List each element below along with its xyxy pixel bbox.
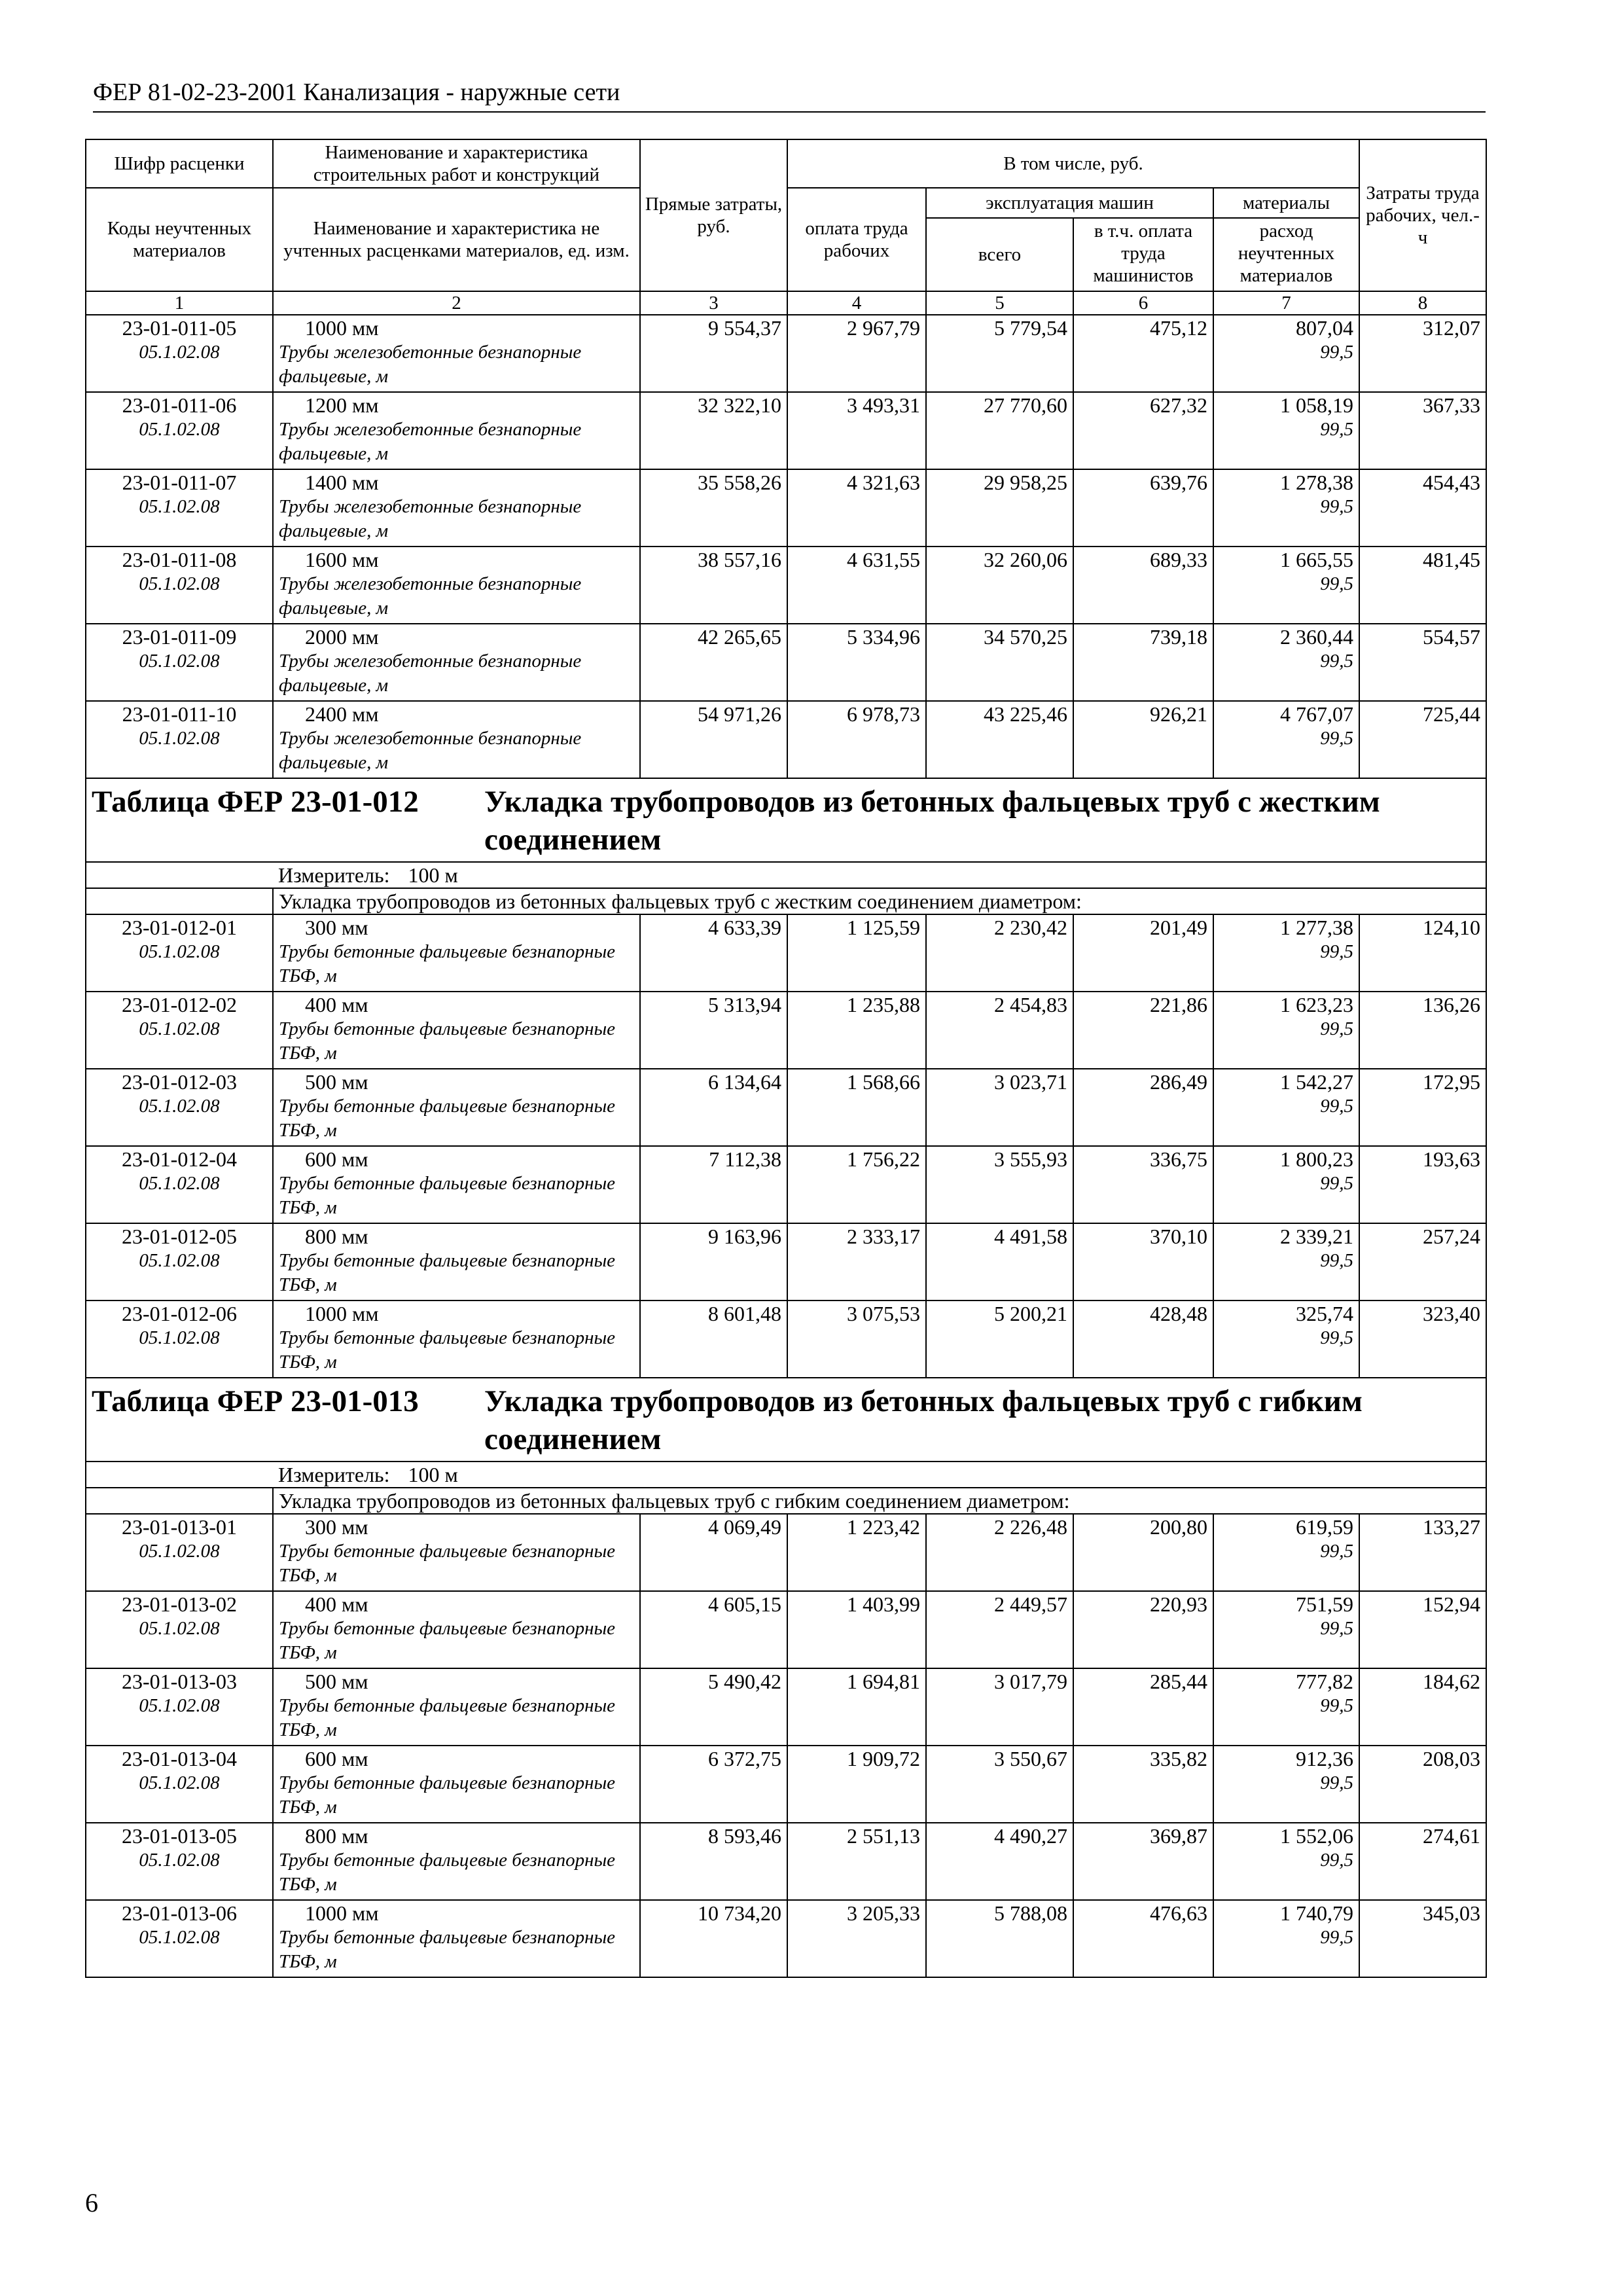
material-code: 05.1.02.08 [139,1618,220,1639]
material-code: 05.1.02.08 [139,1850,220,1871]
work-name: 2400 мм [305,702,379,726]
labor-cost: 193,63 [1359,1146,1486,1223]
material-code: 05.1.02.08 [139,1695,220,1716]
material-name: Трубы железобетонные безнапорные фальцевые, м [279,573,582,619]
material-consumption: 99,5 [1320,1772,1353,1793]
rate-code: 23-01-013-04 [122,1747,237,1770]
machinist-wages: 369,87 [1073,1823,1213,1900]
table-row [86,1223,1486,1300]
materials-cost: 1 058,19 [1280,393,1353,417]
work-name: 500 мм [305,1670,368,1693]
wages-cost: 1 568,66 [787,1069,926,1146]
col-number: 3 [640,291,787,315]
material-consumption: 99,5 [1320,419,1353,440]
material-consumption: 99,5 [1320,496,1353,517]
section-subtitle: Укладка трубопроводов из бетонных фальцевых труб с жестким соединением диаметром: [273,888,1486,914]
table-row [86,1300,1486,1378]
labor-cost: 312,07 [1359,315,1486,392]
wages-cost: 3 075,53 [787,1300,926,1378]
machines-total: 29 958,25 [926,469,1073,547]
materials-cost: 1 665,55 [1280,548,1353,571]
meter-value: 100 м [408,1463,458,1486]
col-mat-consumption-header: расход неучтенных материалов [1213,218,1359,291]
material-name: Трубы бетонные фальцевые безнапорные ТБФ, м [279,1927,615,1972]
labor-cost: 124,10 [1359,914,1486,992]
labor-cost: 481,45 [1359,547,1486,624]
table-row [86,315,1486,392]
materials-cost: 2 339,21 [1280,1225,1353,1248]
labor-cost: 184,62 [1359,1668,1486,1746]
work-name: 1000 мм [305,1302,379,1325]
material-name: Трубы бетонные фальцевые безнапорные ТБФ, м [279,1772,615,1818]
material-code: 05.1.02.08 [139,1327,220,1348]
col-number: 2 [273,291,640,315]
rate-code: 23-01-013-05 [122,1824,237,1848]
machines-total: 2 454,83 [926,992,1073,1069]
material-code: 05.1.02.08 [139,573,220,594]
machines-total: 43 225,46 [926,701,1073,778]
machinist-wages: 627,32 [1073,392,1213,469]
wages-cost: 1 694,81 [787,1668,926,1746]
table-code: Таблица ФЕР 23-01-013 [92,1384,419,1418]
wages-cost: 1 223,42 [787,1514,926,1591]
rate-code: 23-01-013-03 [122,1670,237,1693]
col-number: 6 [1073,291,1213,315]
material-consumption: 99,5 [1320,1327,1353,1348]
machinist-wages: 286,49 [1073,1069,1213,1146]
work-name: 1000 мм [305,1901,379,1925]
col-number: 4 [787,291,926,315]
direct-cost: 42 265,65 [640,624,787,701]
material-consumption: 99,5 [1320,1618,1353,1639]
machines-total: 2 226,48 [926,1514,1073,1591]
table-name: Укладка трубопроводов из бетонных фальцевых труб с гибким соединением [484,1384,1363,1456]
rate-code: 23-01-012-04 [122,1147,237,1171]
col-number: 1 [86,291,273,315]
materials-cost: 1 623,23 [1280,993,1353,1016]
direct-cost: 5 313,94 [640,992,787,1069]
meter-row [86,1462,1486,1488]
work-name: 1600 мм [305,548,379,571]
wages-cost: 1 756,22 [787,1146,926,1223]
materials-cost: 1 552,06 [1280,1824,1353,1848]
machines-total: 34 570,25 [926,624,1073,701]
machines-total: 32 260,06 [926,547,1073,624]
machines-total: 3 017,79 [926,1668,1073,1746]
wages-cost: 1 909,72 [787,1746,926,1823]
rate-code: 23-01-011-06 [122,393,237,417]
direct-cost: 10 734,20 [640,1900,787,1977]
material-name: Трубы железобетонные безнапорные фальцевые, м [279,419,582,464]
direct-cost: 4 633,39 [640,914,787,992]
machinist-wages: 370,10 [1073,1223,1213,1300]
material-code: 05.1.02.08 [139,728,220,749]
rate-code: 23-01-011-09 [122,625,237,649]
table-row [86,1668,1486,1746]
material-consumption: 99,5 [1320,573,1353,594]
wages-cost: 2 967,79 [787,315,926,392]
machines-total: 4 491,58 [926,1223,1073,1300]
rate-code: 23-01-012-03 [122,1070,237,1094]
rate-code: 23-01-011-07 [122,471,237,494]
material-name: Трубы бетонные фальцевые безнапорные ТБФ, м [279,941,615,986]
machinist-wages: 926,21 [1073,701,1213,778]
meter-value: 100 м [408,863,458,887]
machinist-wages: 689,33 [1073,547,1213,624]
machinist-wages: 335,82 [1073,1746,1213,1823]
work-name: 600 мм [305,1747,368,1770]
table-row [86,1900,1486,1977]
material-consumption: 99,5 [1320,1096,1353,1117]
material-name: Трубы бетонные фальцевые безнапорные ТБФ, м [279,1850,615,1895]
labor-cost: 554,57 [1359,624,1486,701]
subtitle-row [86,888,1486,914]
machines-total: 5 779,54 [926,315,1073,392]
table-row [86,1514,1486,1591]
material-name: Трубы бетонные фальцевые безнапорные ТБФ, м [279,1173,615,1218]
table-row [86,701,1486,778]
col-materials-header: материалы [1213,188,1359,218]
material-name: Трубы железобетонные безнапорные фальцевые, м [279,342,582,387]
col-number: 5 [926,291,1073,315]
machinist-wages: 336,75 [1073,1146,1213,1223]
rate-code: 23-01-011-10 [122,702,237,726]
material-name: Трубы бетонные фальцевые безнапорные ТБФ, м [279,1541,615,1586]
machinist-wages: 428,48 [1073,1300,1213,1378]
work-name: 500 мм [305,1070,368,1094]
col-unaccounted-names-header: Наименование и характеристика не учтенных расценками материалов, ед. изм. [273,188,640,291]
machines-total: 2 449,57 [926,1591,1073,1668]
material-consumption: 99,5 [1320,1927,1353,1948]
machinist-wages: 476,63 [1073,1900,1213,1977]
meter-row [86,862,1486,888]
wages-cost: 6 978,73 [787,701,926,778]
work-name: 600 мм [305,1147,368,1171]
direct-cost: 35 558,26 [640,469,787,547]
rate-code: 23-01-013-02 [122,1592,237,1616]
col-name-header: Наименование и характеристика строительных работ и конструкций [273,139,640,188]
material-code: 05.1.02.08 [139,1096,220,1117]
direct-cost: 38 557,16 [640,547,787,624]
direct-cost: 32 322,10 [640,392,787,469]
wages-cost: 1 125,59 [787,914,926,992]
col-incl-header: В том числе, руб. [787,139,1359,188]
machines-total: 5 200,21 [926,1300,1073,1378]
table-row [86,1746,1486,1823]
material-name: Трубы железобетонные безнапорные фальцевые, м [279,728,582,773]
material-code: 05.1.02.08 [139,419,220,440]
material-code: 05.1.02.08 [139,1250,220,1271]
table-body [86,315,1486,1977]
materials-cost: 4 767,07 [1280,702,1353,726]
materials-cost: 1 800,23 [1280,1147,1353,1171]
col-direct-header: Прямые затраты, руб. [640,139,787,291]
material-consumption: 99,5 [1320,1250,1353,1271]
material-consumption: 99,5 [1320,1695,1353,1716]
material-code: 05.1.02.08 [139,651,220,672]
material-name: Трубы бетонные фальцевые безнапорные ТБФ, м [279,1327,615,1372]
col-code-header: Шифр расценки [86,139,273,188]
material-name: Трубы железобетонные безнапорные фальцевые, м [279,651,582,696]
material-consumption: 99,5 [1320,342,1353,363]
direct-cost: 54 971,26 [640,701,787,778]
direct-cost: 4 069,49 [640,1514,787,1591]
work-name: 2000 мм [305,625,379,649]
table-row [86,1069,1486,1146]
labor-cost: 725,44 [1359,701,1486,778]
table-row [86,1823,1486,1900]
work-name: 1000 мм [305,316,379,340]
table-name: Укладка трубопроводов из бетонных фальцевых труб с жестким соединением [484,785,1380,857]
wages-cost: 2 551,13 [787,1823,926,1900]
table-row [86,469,1486,547]
col-unaccounted-codes-header: Коды неучтенных материалов [86,188,273,291]
work-name: 1200 мм [305,393,379,417]
material-name: Трубы бетонные фальцевые безнапорные ТБФ, м [279,1695,615,1740]
wages-cost: 4 321,63 [787,469,926,547]
material-consumption: 99,5 [1320,1541,1353,1562]
page-header: ФЕР 81-02-23-2001 Канализация - наружные сети [93,77,1486,113]
labor-cost: 133,27 [1359,1514,1486,1591]
labor-cost: 323,40 [1359,1300,1486,1378]
material-consumption: 99,5 [1320,1850,1353,1871]
labor-cost: 345,03 [1359,1900,1486,1977]
machinist-wages: 739,18 [1073,624,1213,701]
machinist-wages: 475,12 [1073,315,1213,392]
wages-cost: 2 333,17 [787,1223,926,1300]
labor-cost: 274,61 [1359,1823,1486,1900]
page-number: 6 [85,2188,98,2217]
subtitle-row [86,1488,1486,1514]
col-machines-header: эксплуатация машин [926,188,1213,218]
material-code: 05.1.02.08 [139,1018,220,1039]
machinist-wages: 220,93 [1073,1591,1213,1668]
material-name: Трубы бетонные фальцевые безнапорные ТБФ, м [279,1250,615,1295]
work-name: 400 мм [305,993,368,1016]
direct-cost: 9 163,96 [640,1223,787,1300]
meter-label: Измеритель: [278,1463,390,1486]
table-row [86,547,1486,624]
materials-cost: 1 278,38 [1280,471,1353,494]
direct-cost: 8 593,46 [640,1823,787,1900]
materials-cost: 807,04 [1296,316,1353,340]
table-header [86,139,1486,315]
meter-label: Измеритель: [278,863,390,887]
material-consumption: 99,5 [1320,1018,1353,1039]
col-wages-header: оплата труда рабочих [787,188,926,291]
direct-cost: 6 134,64 [640,1069,787,1146]
wages-cost: 1 235,88 [787,992,926,1069]
section-subtitle: Укладка трубопроводов из бетонных фальцевых труб с гибким соединением диаметром: [273,1488,1486,1514]
machinist-wages: 221,86 [1073,992,1213,1069]
col-number: 7 [1213,291,1359,315]
machinist-wages: 201,49 [1073,914,1213,992]
material-consumption: 99,5 [1320,651,1353,672]
rate-code: 23-01-012-06 [122,1302,237,1325]
col-mach-wages-header: в т.ч. оплата труда машинистов [1073,218,1213,291]
table-title-row [86,778,1486,862]
work-name: 1400 мм [305,471,379,494]
rate-code: 23-01-011-05 [122,316,237,340]
machines-total: 5 788,08 [926,1900,1073,1977]
rate-code: 23-01-012-05 [122,1225,237,1248]
machines-total: 3 555,93 [926,1146,1073,1223]
material-name: Трубы бетонные фальцевые безнапорные ТБФ, м [279,1096,615,1141]
material-code: 05.1.02.08 [139,1173,220,1194]
direct-cost: 5 490,42 [640,1668,787,1746]
wages-cost: 3 205,33 [787,1900,926,1977]
material-name: Трубы бетонные фальцевые безнапорные ТБФ, м [279,1018,615,1064]
material-consumption: 99,5 [1320,941,1353,962]
table-title-row [86,1378,1486,1462]
price-table [85,139,1486,1978]
machines-total: 3 023,71 [926,1069,1073,1146]
material-code: 05.1.02.08 [139,941,220,962]
rate-code: 23-01-012-01 [122,916,237,939]
machines-total: 3 550,67 [926,1746,1073,1823]
col-number: 8 [1359,291,1486,315]
material-consumption: 99,5 [1320,1173,1353,1194]
rate-code: 23-01-012-02 [122,993,237,1016]
table-row [86,624,1486,701]
labor-cost: 172,95 [1359,1069,1486,1146]
table-row [86,992,1486,1069]
direct-cost: 7 112,38 [640,1146,787,1223]
wages-cost: 5 334,96 [787,624,926,701]
labor-cost: 454,43 [1359,469,1486,547]
labor-cost: 208,03 [1359,1746,1486,1823]
machines-total: 27 770,60 [926,392,1073,469]
rate-code: 23-01-013-06 [122,1901,237,1925]
direct-cost: 4 605,15 [640,1591,787,1668]
labor-cost: 367,33 [1359,392,1486,469]
table-row [86,914,1486,992]
labor-cost: 136,26 [1359,992,1486,1069]
machinist-wages: 285,44 [1073,1668,1213,1746]
materials-cost: 751,59 [1296,1592,1353,1616]
materials-cost: 2 360,44 [1280,625,1353,649]
materials-cost: 1 740,79 [1280,1901,1353,1925]
col-labor-header: Затраты труда рабочих, чел.-ч [1359,139,1486,291]
table-row [86,1591,1486,1668]
work-name: 300 мм [305,1515,368,1539]
work-name: 800 мм [305,1824,368,1848]
materials-cost: 325,74 [1296,1302,1353,1325]
materials-cost: 1 277,38 [1280,916,1353,939]
material-name: Трубы бетонные фальцевые безнапорные ТБФ, м [279,1618,615,1663]
table-row [86,392,1486,469]
rate-code: 23-01-011-08 [122,548,237,571]
material-name: Трубы железобетонные безнапорные фальцевые, м [279,496,582,541]
materials-cost: 1 542,27 [1280,1070,1353,1094]
materials-cost: 619,59 [1296,1515,1353,1539]
table-code: Таблица ФЕР 23-01-012 [92,785,419,819]
direct-cost: 9 554,37 [640,315,787,392]
material-code: 05.1.02.08 [139,1927,220,1948]
machinist-wages: 639,76 [1073,469,1213,547]
material-code: 05.1.02.08 [139,1541,220,1562]
rate-code: 23-01-013-01 [122,1515,237,1539]
work-name: 800 мм [305,1225,368,1248]
direct-cost: 8 601,48 [640,1300,787,1378]
direct-cost: 6 372,75 [640,1746,787,1823]
material-code: 05.1.02.08 [139,342,220,363]
labor-cost: 257,24 [1359,1223,1486,1300]
table-row [86,1146,1486,1223]
material-code: 05.1.02.08 [139,496,220,517]
wages-cost: 4 631,55 [787,547,926,624]
materials-cost: 912,36 [1296,1747,1353,1770]
work-name: 300 мм [305,916,368,939]
machines-total: 4 490,27 [926,1823,1073,1900]
wages-cost: 3 493,31 [787,392,926,469]
material-code: 05.1.02.08 [139,1772,220,1793]
material-consumption: 99,5 [1320,728,1353,749]
machinist-wages: 200,80 [1073,1514,1213,1591]
machines-total: 2 230,42 [926,914,1073,992]
labor-cost: 152,94 [1359,1591,1486,1668]
col-mach-total-header: всего [926,218,1073,291]
wages-cost: 1 403,99 [787,1591,926,1668]
materials-cost: 777,82 [1296,1670,1353,1693]
work-name: 400 мм [305,1592,368,1616]
